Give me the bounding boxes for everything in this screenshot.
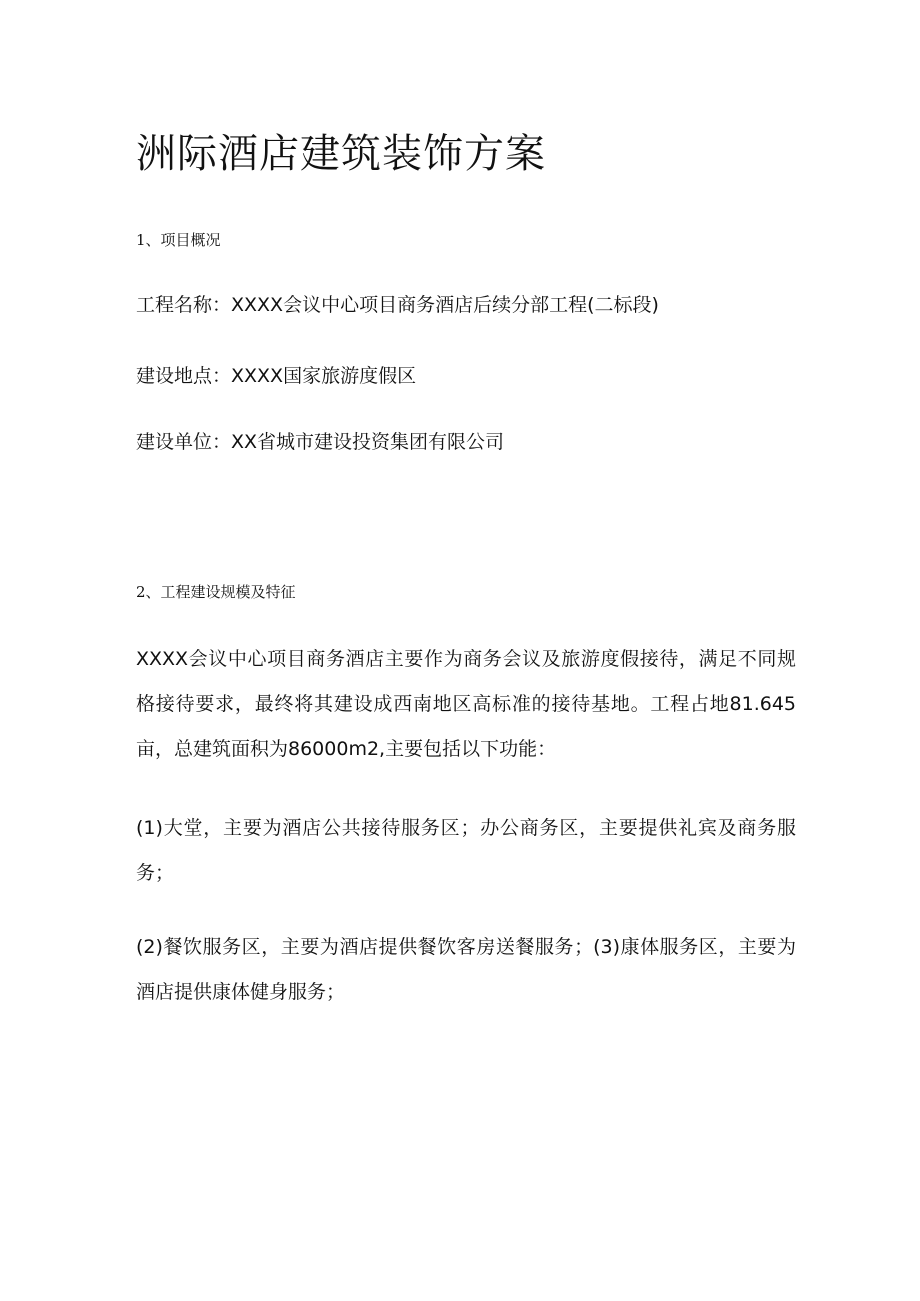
project-name-line: 工程名称：XXXX会议中心项目商务酒店后续分部工程(二标段) [136, 294, 659, 316]
section-heading-scale-features: 2、工程建设规模及特征 [136, 583, 296, 601]
paragraph-lobby-function: (1)大堂，主要为酒店公共接待服务区；办公商务区，主要提供礼宾及商务服务； [136, 817, 796, 884]
paragraph-dining-fitness-function: (2)餐饮服务区，主要为酒店提供餐饮客房送餐服务；(3)康体服务区，主要为酒店提供康体健身服务； [136, 936, 796, 1003]
document-title: 洲际酒店建筑装饰方案 [136, 131, 546, 177]
construction-location-line: 建设地点：XXXX国家旅游度假区 [136, 365, 417, 387]
construction-unit-line: 建设单位：XX省城市建设投资集团有限公司 [136, 431, 505, 453]
paragraph-project-description: XXXX会议中心项目商务酒店主要作为商务会议及旅游度假接待，满足不同规格接待要求，最终将其建设成西南地区高标准的接待基地。工程占地81.645亩，总建筑面积为86000m2,主要包括以下功能： [136, 648, 796, 760]
section-heading-project-overview: 1、项目概况 [136, 231, 221, 249]
